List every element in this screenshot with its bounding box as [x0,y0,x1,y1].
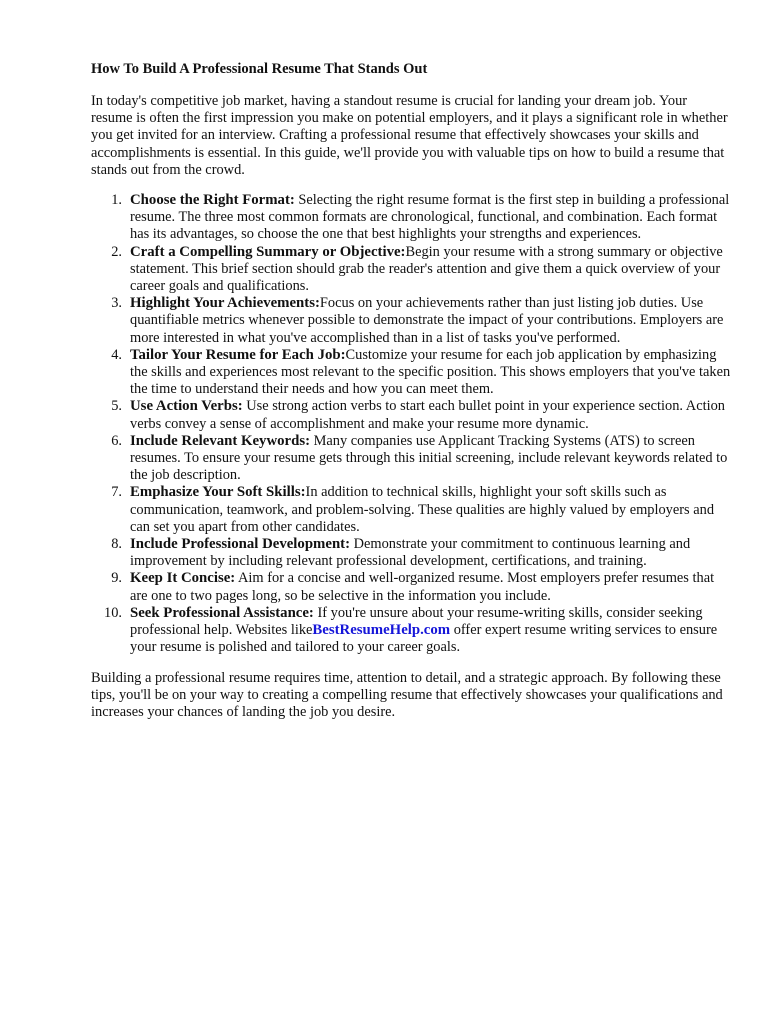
list-item-text: Demonstrate your commitment to continuous learning and improvement by including relevant professional development, certifications, and training. [130,536,691,570]
tips-list [91,192,731,656]
list-item-text: Selecting the right resume format is the first step in building a professional resume. The three most common formats are chronological, functional, and combination. Each format has its advantages, so choose the one that best highlights your strengths and experiences. [130,192,730,243]
list-item-heading: Emphasize Your Soft Skills: [130,484,306,501]
list-item-number: 9. [111,570,122,587]
list-item-text: Aim for a concise and well-organized resume. Most employers prefer resumes that are one to two pages long, so be selective in the information you include. [130,570,715,604]
list-item [91,244,731,296]
closing-paragraph: Building a professional resume requires time, attention to detail, and a strategic approach. By following these tips, you'll be on your way to creating a compelling resume that effectively showcases your qualifications and increases your chances of landing the job you desire. [91,669,723,720]
list-item-number: 8. [111,536,122,553]
list-item [91,484,731,536]
list-item [91,192,731,244]
list-item-heading: Craft a Compelling Summary or Objective: [130,243,406,260]
list-item-number: 10. [104,604,122,621]
list-item-text-after-link: offer expert resume writing services to ensure your resume is polished and tailored to your career goals. [130,622,718,656]
list-item-heading: Include Relevant Keywords: [130,432,311,449]
list-item [91,536,731,570]
list-item-heading: Tailor Your Resume for Each Job: [130,346,346,363]
list-item-heading: Seek Professional Assistance: [130,604,314,621]
list-item-heading: Keep It Concise: [130,570,236,587]
list-item-text: Many companies use Applicant Tracking Systems (ATS) to screen resumes. To ensure your resume gets through this initial screening, include relevant keywords related to the job description. [130,432,728,484]
list-item-number: 2. [111,243,122,260]
document-page [91,60,731,721]
list-item [91,570,731,604]
list-item [91,605,731,657]
list-item-number: 4. [111,346,122,363]
best-resume-help-link[interactable]: BestResumeHelp.com [312,622,451,639]
list-item [91,398,731,432]
list-item [91,347,731,399]
intro-paragraph: In today's competitive job market, having a standout resume is crucial for landing your dream job. Your resume is often the first impression you make on potential employers, and it plays a significant role in whether you get invited for an interview. Crafting a professional resume that effectively showcases your skills and accomplishments is essential. In this guide, we'll provide you with valuable tips on how to build a resume that stands out from the crowd. [91,93,728,178]
list-item-text: Begin your resume with a strong summary or objective statement. This brief section should grab the reader's attention and give them a quick overview of your career goals and qualifications. [130,243,723,295]
list-item-text: If you're unsure about your resume-writing skills, consider seeking professional help. Websites like [130,604,703,639]
list-item [91,433,731,485]
list-item-text: Customize your resume for each job application by emphasizing the skills and experiences most relevant to the specific position. This shows employers that you've taken the time to understand their needs and how you can meet them. [130,346,731,398]
list-item-heading: Choose the Right Format: [130,192,295,209]
list-item [91,295,731,347]
list-item-text: Use strong action verbs to start each bullet point in your experience section. Action verbs convey a sense of accomplishment and make your resume more dynamic. [130,398,725,432]
list-item-number: 3. [111,295,122,312]
list-item-number: 5. [111,398,122,415]
list-item-text: In addition to technical skills, highlight your soft skills such as communication, teamwork, and problem-solving. These qualities are highly valued by employers and can set you apart from other candidates. [130,484,715,535]
list-item-heading: Use Action Verbs: [130,398,243,415]
list-item-number: 1. [111,192,122,209]
list-item-heading: Include Professional Development: [130,536,351,553]
document-title: How To Build A Professional Resume That Stands Out [91,61,428,77]
list-item-text: Focus on your achievements rather than just listing job duties. Use quantifiable metrics whenever possible to demonstrate the impact of your contributions. Employers are more interested in what you've accomplished than in a list of tasks you've performed. [130,295,724,346]
list-item-number: 7. [111,484,122,501]
list-item-number: 6. [111,432,122,449]
list-item-heading: Highlight Your Achievements: [130,295,320,312]
